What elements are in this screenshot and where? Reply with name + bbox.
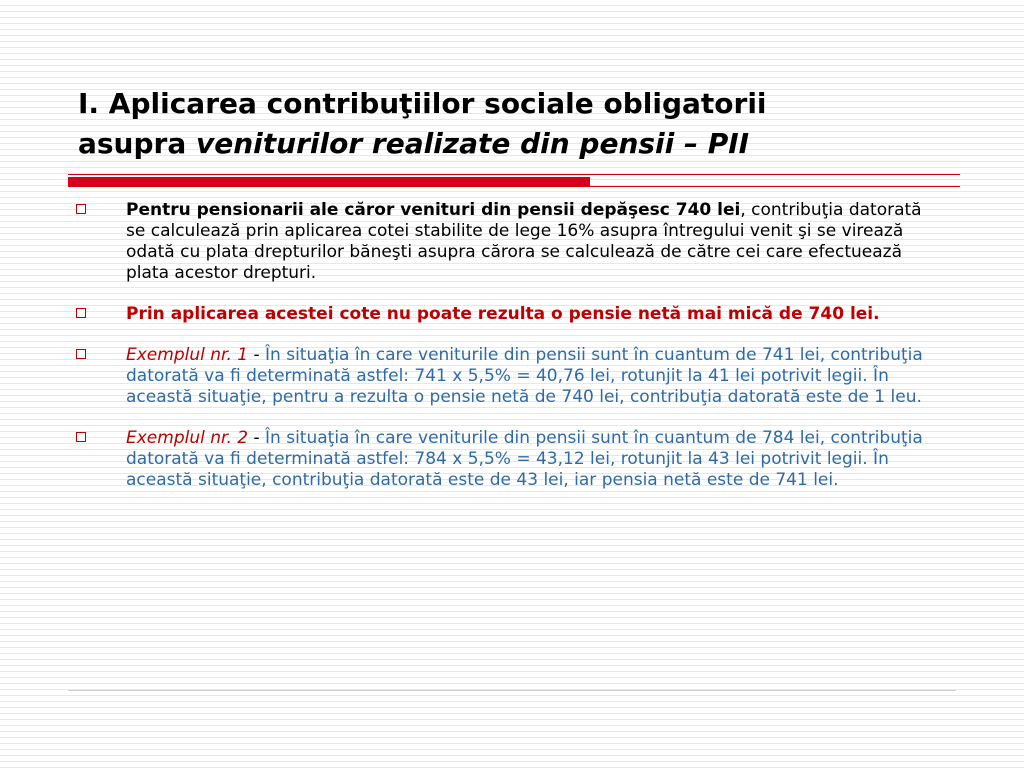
example-1-label: Exemplul nr. 1 — [126, 345, 249, 365]
hollow-square-icon — [76, 308, 86, 318]
bullet-list — [76, 200, 946, 511]
example-2-text: În situaţia în care veniturile din pensii sunt în cuantum de 784 lei, contribuţia datorată va fi determinată astfel: 784 x 5,5% = 43,12 lei, rotunjit la 43 lei potrivit legii. În această situaţie, contribuţia datorată este de 43 lei, iar pensia netă este de 741 lei. — [126, 428, 923, 490]
slide-title — [78, 84, 958, 164]
bullet-1-text: , contribuţia datorată se calculează prin aplicarea cotei stabilite de lege 16% asupra întregului venit şi se virează odată cu plata drepturilor băneşti asupra cărora se calculează de către cei care efectuează plata acestor drepturi. — [126, 200, 922, 283]
footer-divider — [68, 690, 956, 691]
bullet-item-example-2 — [76, 428, 946, 491]
title-line-2-italic: veniturilor realizate din pensii – PII — [196, 127, 750, 160]
hollow-square-icon — [76, 204, 86, 214]
title-divider-thin — [68, 174, 960, 175]
bullet-1-bold: Pentru pensionarii ale căror venituri din pensii depăşesc 740 lei — [126, 200, 741, 220]
title-divider-thick — [68, 177, 590, 187]
hollow-square-icon — [76, 349, 86, 359]
example-1-text: În situaţia în care veniturile din pensii sunt în cuantum de 741 lei, contribuţia datorată va fi determinată astfel: 741 x 5,5% = 40,76 lei, rotunjit la 41 lei potrivit legii. În această situaţie, pentru a rezulta o pensie netă de 740 lei, contribuţia datorată este de 1 leu. — [126, 345, 923, 407]
bullet-item-pensioners — [76, 200, 946, 284]
hollow-square-icon — [76, 432, 86, 442]
example-2-dash: - — [248, 428, 266, 448]
bullet-item-example-1 — [76, 345, 946, 408]
bullet-item-minimum-pension — [76, 304, 946, 325]
title-divider-thin-right — [590, 186, 960, 187]
title-line-2-prefix: asupra — [78, 127, 196, 160]
title-line-1: I. Aplicarea contribuţiilor sociale obligatorii — [78, 87, 767, 120]
bullet-2-text: Prin aplicarea acestei cote nu poate rezulta o pensie netă mai mică de 740 lei. — [126, 304, 880, 324]
example-2-label: Exemplul nr. 2 — [126, 428, 249, 448]
example-1-dash: - — [248, 345, 266, 365]
